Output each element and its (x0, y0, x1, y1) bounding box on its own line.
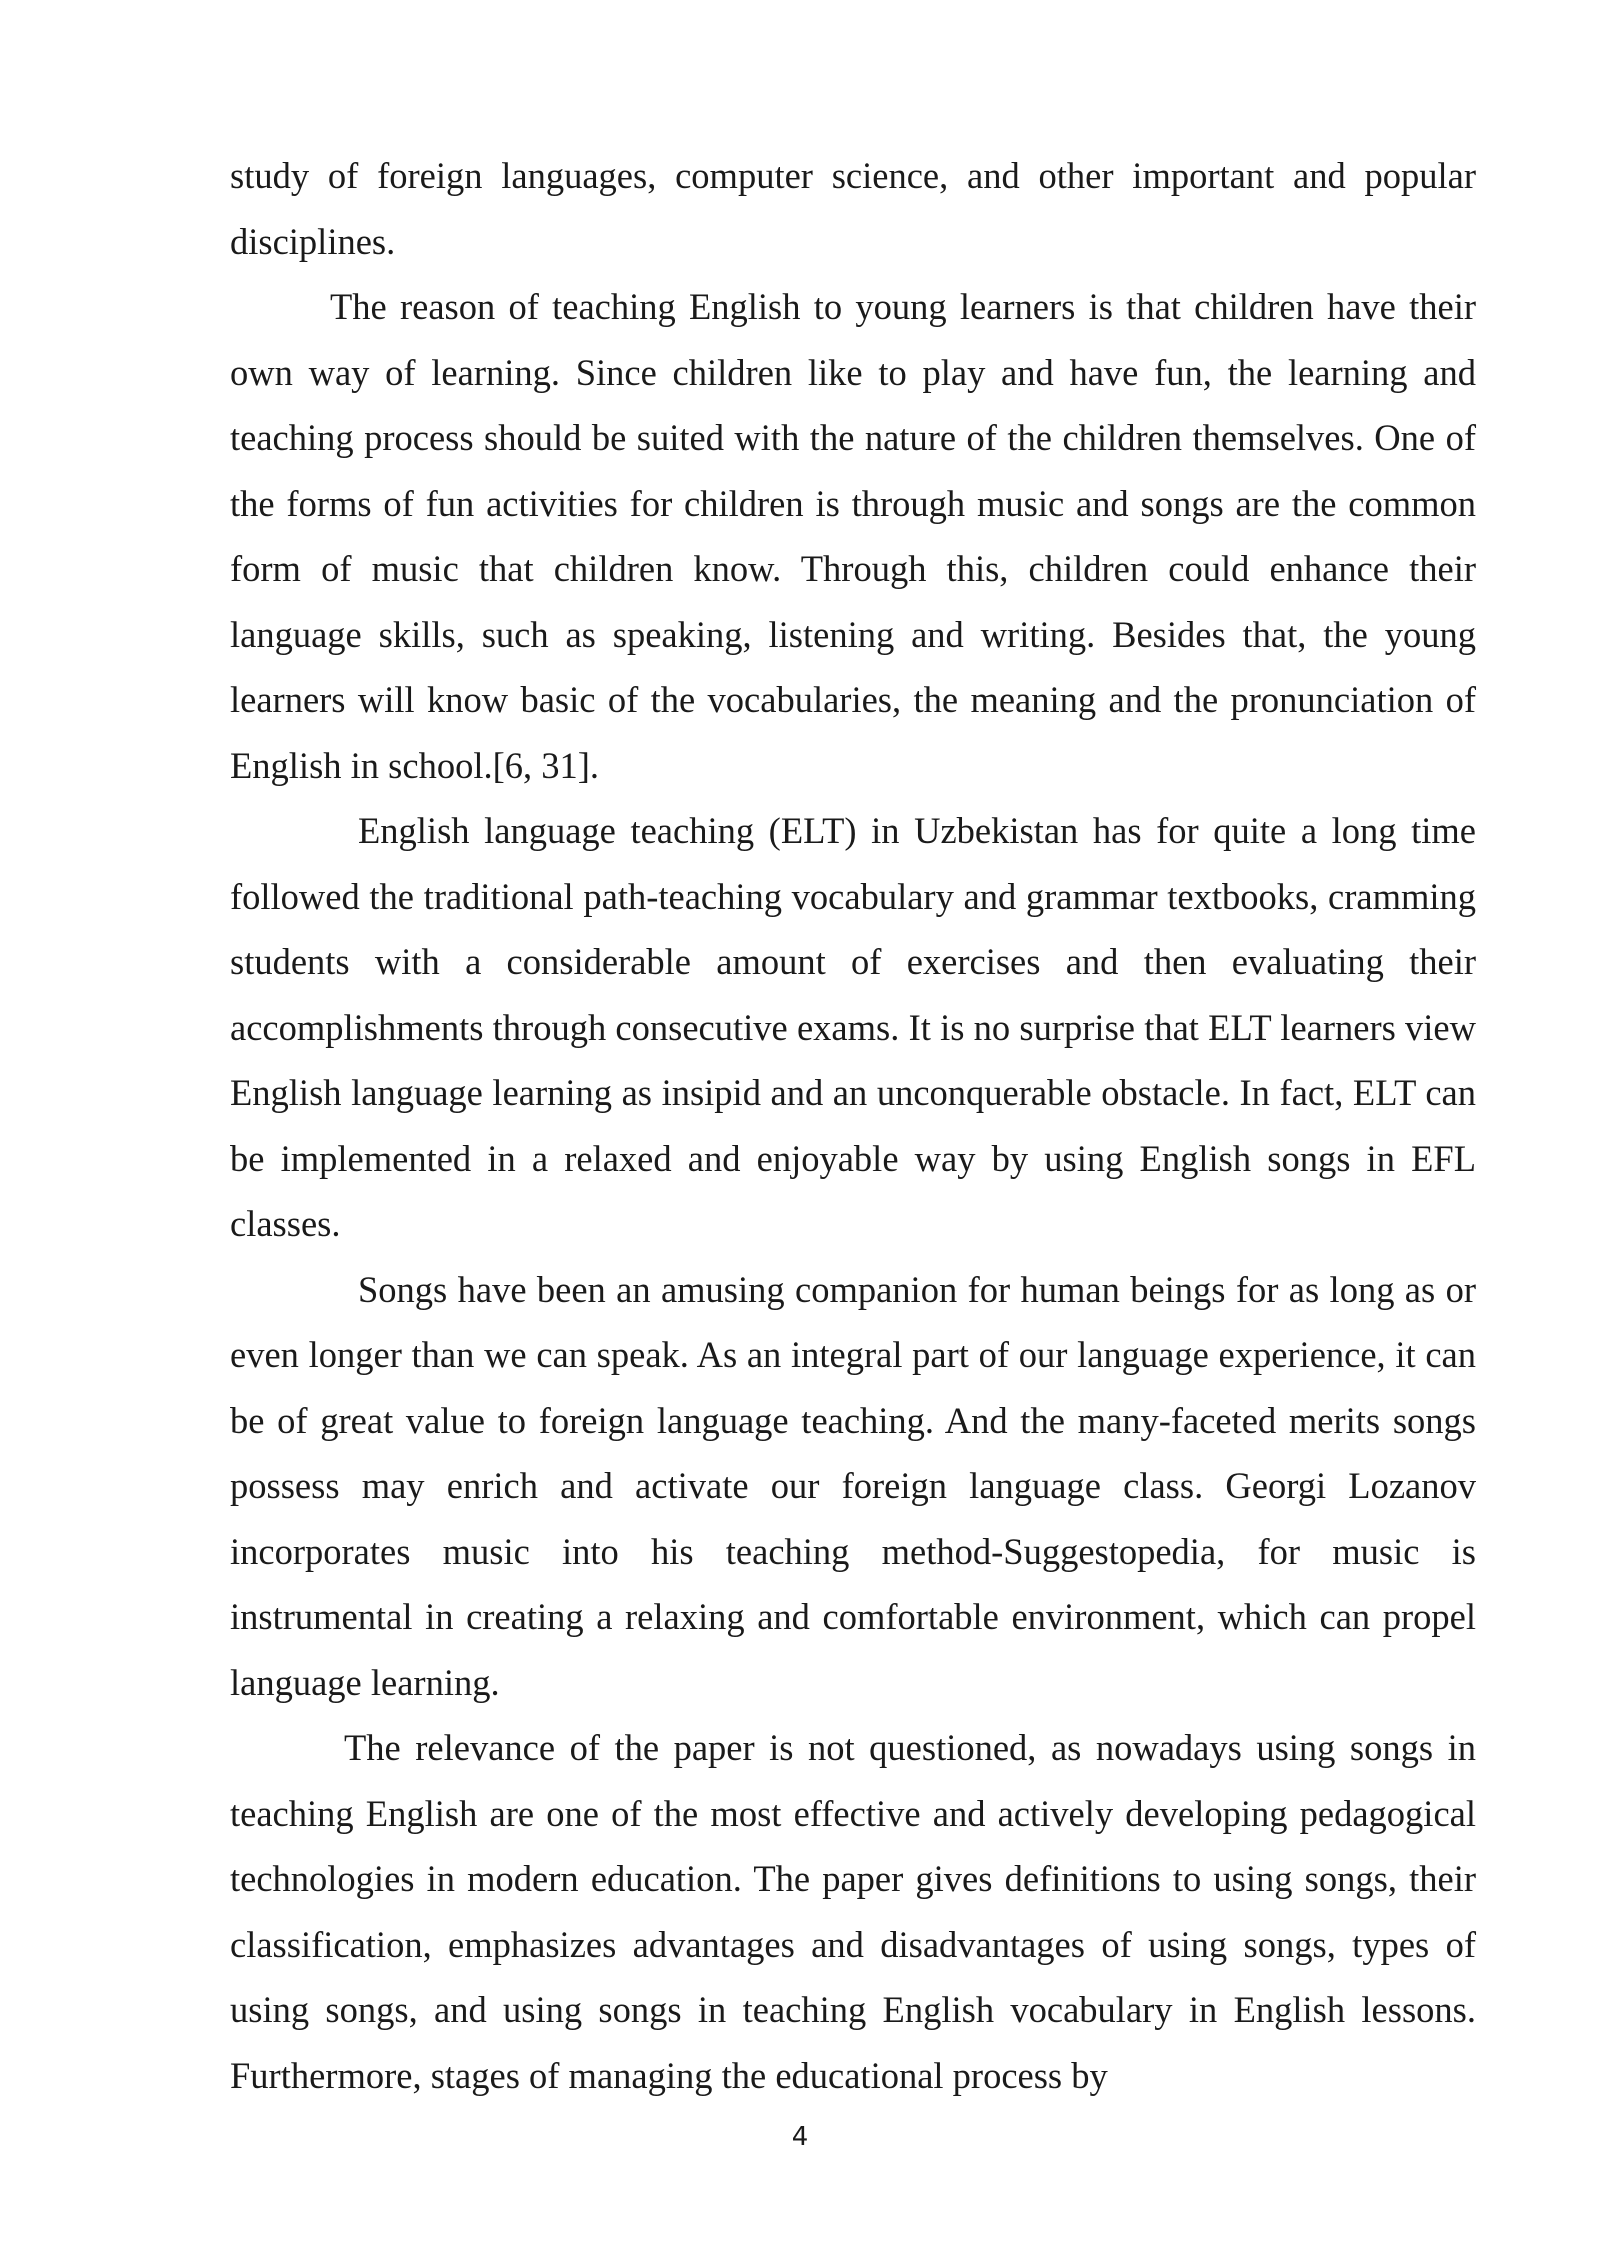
page-number: 4 (791, 2122, 809, 2152)
paragraph-songs-companion: Songs have been an amusing companion for human beings for as long as or even longer than we can speak. As an integral part of our language experience, it can be of great value to foreign language teaching. And the many-faceted merits songs possess may enrich and activate our foreign language class. Georgi Lozanov incorporates music into his teaching method-Suggestopedia, for music is instrumental in creating a relaxing and comfortable environment, which can propel language learning. (230, 1268, 1476, 1703)
body-text (230, 143, 1476, 2108)
paragraph-elt-uzbekistan: English language teaching (ELT) in Uzbekistan has for quite a long time followed the traditional path-teaching vocabulary and grammar textbooks, cramming students with a considerable amount of exercises and then evaluating their accomplishments through consecutive exams. It is no surprise that ELT learners view English language learning as insipid and an unconquerable obstacle. In fact, ELT can be implemented in a relaxed and enjoyable way by using English songs in EFL classes. (230, 810, 1476, 1244)
paragraph-relevance: The relevance of the paper is not questioned, as nowadays using songs in teaching English are one of the most effective and actively developing pedagogical technologies in modern education. The paper gives definitions to using songs, their classification, emphasizes advantages and disadvantages of using songs, types of using songs, and using songs in teaching English vocabulary in English lessons. Furthermore, stages of managing the educational process by (230, 1727, 1476, 2096)
paragraph-continuation: study of foreign languages, computer science, and other important and popular disciplines. (230, 155, 1476, 262)
paragraph-reason-teaching-english: The reason of teaching English to young learners is that children have their own way of learning. Since children like to play and have fun, the learning and teaching process should be suited with the nature of the children themselves. One of the forms of fun activities for children is through music and songs are the common form of music that children know. Through this, children could enhance their language skills, such as speaking, listening and writing. Besides that, the young learners will know basic of the vocabularies, the meaning and the pronunciation of English in school.[6, 31]. (230, 286, 1476, 786)
